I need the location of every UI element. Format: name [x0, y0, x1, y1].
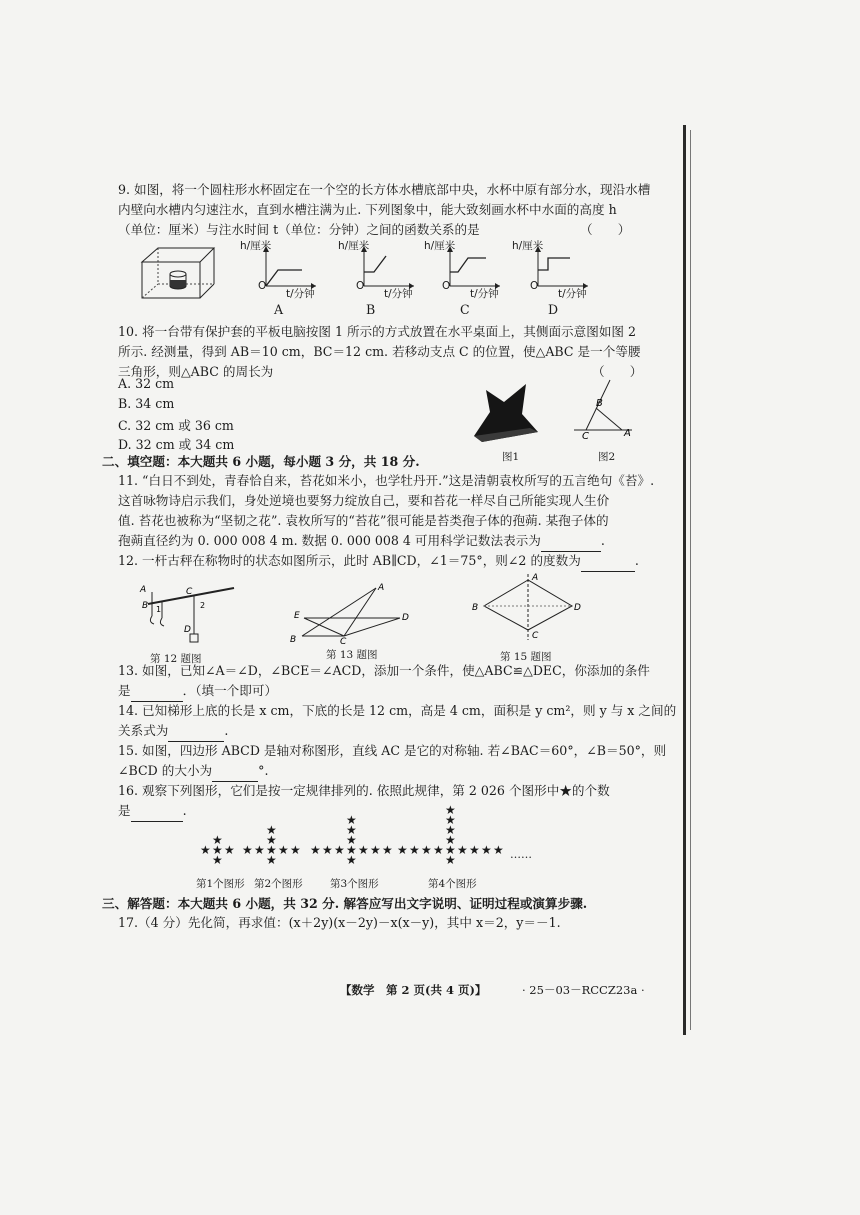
q14-line-1: 14. 已知梯形上底的长是 x cm，下底的长是 12 cm，高是 4 cm，面积是 y cm²，则 y 与 x 之间的 — [118, 703, 677, 718]
graph-a-ylabel: h/厘米 — [240, 240, 272, 252]
graph-c-origin: O — [442, 280, 451, 292]
water-tank-figure — [138, 242, 218, 302]
binding-line — [683, 125, 686, 1035]
question-11 — [118, 471, 678, 552]
star-icon: ★ — [382, 843, 393, 857]
star-icon: ★ — [397, 843, 408, 857]
q10-option-a: A. 32 cm — [118, 376, 175, 391]
svg-text:A: A — [624, 428, 631, 439]
q10-option-c: C. 32 cm 或 36 cm — [118, 418, 234, 433]
q13-caption: 第 13 题图 — [326, 649, 378, 661]
star-icon: ★ — [224, 843, 235, 857]
star-icon: ★ — [322, 843, 333, 857]
star-icon: ★ — [358, 843, 369, 857]
fig2-caption: 图2 — [598, 451, 616, 463]
q9-line-3: （单位：厘米）与注水时间 t（单位：分钟）之间的函数关系的是 （ ） — [118, 222, 631, 237]
graph-d-xlabel: t/分钟 — [558, 288, 587, 300]
svg-text:B: B — [290, 635, 297, 644]
star-icon: ★ — [266, 853, 277, 867]
graph-a-origin: O — [258, 280, 267, 292]
option-c: C — [460, 302, 470, 317]
star-icon: ★ — [409, 843, 420, 857]
svg-text:D: D — [574, 603, 581, 613]
svg-text:C: C — [340, 637, 347, 644]
graph-b-ylabel: h/厘米 — [338, 240, 370, 252]
q10-line-2: 所示. 经测量，得到 AB＝10 cm，BC＝12 cm. 若移动支点 C 的位置，使△ABC 是一个等腰 — [118, 344, 641, 359]
svg-text:D: D — [184, 625, 191, 635]
q11-line-3: 值. 苔花也被称为“坚韧之花”. 袁枚所写的“苔花”很可能是苔类孢子体的孢蒴. 某孢子体的 — [118, 513, 609, 528]
star-icon: ★ — [421, 843, 432, 857]
q11-line-2: 这首咏物诗启示我们，身处逆境也要努力绽放自己，要和苔花一样尽自己所能实现人生价 — [118, 493, 610, 508]
q10-option-b: B. 34 cm — [118, 396, 175, 411]
graph-a-xlabel: t/分钟 — [286, 288, 315, 300]
q13-figure — [288, 580, 414, 644]
star-icon: ★ — [266, 823, 277, 837]
steelyard-figure — [138, 580, 242, 648]
question-17: 17.（4 分）先化简，再求值：(x＋2y)(x－2y)－x(x－y)，其中 x＝2，y＝－1. — [118, 915, 561, 930]
star-icon: ★ — [346, 823, 357, 837]
svg-text:B: B — [472, 603, 479, 613]
pattern-ellipsis: …… — [510, 848, 532, 861]
star-icon: ★ — [445, 853, 456, 867]
svg-text:A: A — [378, 583, 385, 593]
svg-text:D: D — [402, 613, 409, 623]
star-icon: ★ — [290, 843, 301, 857]
star-icon: ★ — [346, 833, 357, 847]
graph-c-xlabel: t/分钟 — [470, 288, 499, 300]
question-12: 12. 一杆古秤在称物时的状态如图所示，此时 AB∥CD，∠1＝75°，则∠2 的度数为 . — [118, 551, 678, 572]
graph-a — [240, 240, 320, 317]
star-icon: ★ — [200, 843, 211, 857]
svg-text:E: E — [294, 611, 300, 621]
star-icon: ★ — [346, 813, 357, 827]
graph-c-ylabel: h/厘米 — [424, 240, 456, 252]
triangle-figure — [572, 376, 636, 440]
star-icon: ★ — [445, 823, 456, 837]
option-b: B — [366, 302, 376, 317]
q9-line-2: 内壁向水槽内匀速注水，直到水槽注满为止. 下列图象中，能大致刻画水杯中水面的高度 h — [118, 202, 617, 217]
option-d: D — [548, 302, 559, 317]
option-a: A — [274, 302, 284, 317]
q15-line-1: 15. 如图，四边形 ABCD 是轴对称图形，直线 AC 是它的对称轴. 若∠BAC＝60°，∠B＝50°，则 — [118, 743, 667, 758]
star-icon: ★ — [433, 843, 444, 857]
pattern-caption-3: 第3个图形 — [330, 878, 379, 890]
star-icon: ★ — [266, 843, 277, 857]
star-icon: ★ — [212, 843, 223, 857]
pattern-caption-4: 第4个图形 — [428, 878, 477, 890]
tablet-photo-figure — [468, 380, 544, 446]
star-icon: ★ — [212, 853, 223, 867]
graph-b-origin: O — [356, 280, 365, 292]
q11-line-1: 11. “白日不到处，青春恰自来，苔花如米小，也学牡丹开.”这是清朝袁枚所写的五言绝句《苔》. — [118, 473, 655, 488]
question-15: 15. 如图，四边形 ABCD 是轴对称图形，直线 AC 是它的对称轴. 若∠BAC＝60°，∠B＝50°，则 ∠BCD 的大小为 °. — [118, 741, 678, 782]
svg-text:2: 2 — [200, 601, 206, 610]
q16-line-1: 16. 观察下列图形，它们是按一定规律排列的. 依照此规律，第 2 026 个图形中★的个数 — [118, 783, 610, 798]
question-10 — [118, 322, 678, 382]
star-icon: ★ — [346, 853, 357, 867]
question-13: 13. 如图，已知∠A＝∠D，∠BCE＝∠ACD，添加一个条件，使△ABC≌△DEC，你添加的条件 是 ．（填一个即可） — [118, 661, 678, 702]
star-icon: ★ — [310, 843, 321, 857]
paper-code: · 25－03－RCCZ23a · — [522, 983, 645, 997]
q15-figure — [466, 570, 590, 642]
question-16: 16. 观察下列图形，它们是按一定规律排列的. 依照此规律，第 2 026 个图形中★的个数 是 . — [118, 781, 678, 822]
graph-d-ylabel: h/厘米 — [512, 240, 544, 252]
section-2-title: 二、填空题：本大题共 6 小题，每小题 3 分，共 18 分. — [102, 454, 420, 469]
star-icon: ★ — [334, 843, 345, 857]
q12-caption: 第 12 题图 — [150, 653, 202, 665]
fig1-caption: 图1 — [502, 451, 520, 463]
question-9 — [118, 180, 678, 240]
svg-text:B: B — [596, 398, 603, 409]
graph-c — [424, 240, 504, 317]
svg-text:1: 1 — [156, 605, 162, 614]
svg-text:C: C — [532, 631, 539, 641]
pattern-caption-2: 第2个图形 — [254, 878, 303, 890]
star-icon: ★ — [266, 833, 277, 847]
page-number: 【数学 第 2 页(共 4 页)】 — [340, 983, 487, 997]
q10-line-3: 三角形，则△ABC 的周长为 （ ） — [118, 364, 643, 379]
star-icon: ★ — [242, 843, 253, 857]
q10-line-1: 10. 将一台带有保护套的平板电脑按图 1 所示的方式放置在水平桌面上，其侧面示意图如图 2 — [118, 324, 637, 339]
graph-b-xlabel: t/分钟 — [384, 288, 413, 300]
star-icon: ★ — [370, 843, 381, 857]
star-icon: ★ — [445, 813, 456, 827]
star-icon: ★ — [493, 843, 504, 857]
star-icon: ★ — [346, 843, 357, 857]
question-14: 14. 已知梯形上底的长是 x cm，下底的长是 12 cm，高是 4 cm，面积是 y cm²，则 y 与 x 之间的 关系式为 . — [118, 701, 678, 742]
pattern-caption-1: 第1个图形 — [196, 878, 245, 890]
q10-option-d: D. 32 cm 或 34 cm — [118, 437, 235, 452]
star-icon: ★ — [445, 843, 456, 857]
section-3-title: 三、解答题：本大题共 6 小题，共 32 分. 解答应写出文字说明、证明过程或演算步骤. — [102, 896, 588, 911]
svg-text:C: C — [582, 431, 589, 440]
star-icon: ★ — [278, 843, 289, 857]
svg-text:A: A — [140, 585, 147, 595]
binding-line-inner — [690, 130, 691, 1030]
q15-caption: 第 15 题图 — [500, 651, 552, 663]
star-icon: ★ — [212, 833, 223, 847]
star-icon: ★ — [469, 843, 480, 857]
graph-b — [338, 240, 418, 317]
svg-text:B: B — [142, 601, 149, 611]
star-icon: ★ — [445, 833, 456, 847]
graph-d-origin: O — [530, 280, 539, 292]
graph-d — [512, 240, 592, 317]
q12-text: 12. 一杆古秤在称物时的状态如图所示，此时 AB∥CD，∠1＝75°，则∠2 的度数为 — [118, 553, 581, 568]
star-icon: ★ — [254, 843, 265, 857]
star-icon: ★ — [481, 843, 492, 857]
q13-line-1: 13. 如图，已知∠A＝∠D，∠BCE＝∠ACD，添加一个条件，使△ABC≌△DEC，你添加的条件 — [118, 663, 650, 678]
svg-text:C: C — [186, 587, 193, 597]
q11-line-4: 孢蒴直径约为 0. 000 008 4 m. 数据 0. 000 008 4 可用科学记数法表示为 . — [118, 531, 678, 552]
svg-text:A: A — [532, 573, 539, 583]
q9-line-1: 9. 如图，将一个圆柱形水杯固定在一个空的长方体水槽底部中央，水杯中原有部分水，现沿水槽 — [118, 182, 651, 197]
star-icon: ★ — [457, 843, 468, 857]
star-icon: ★ — [445, 803, 456, 817]
